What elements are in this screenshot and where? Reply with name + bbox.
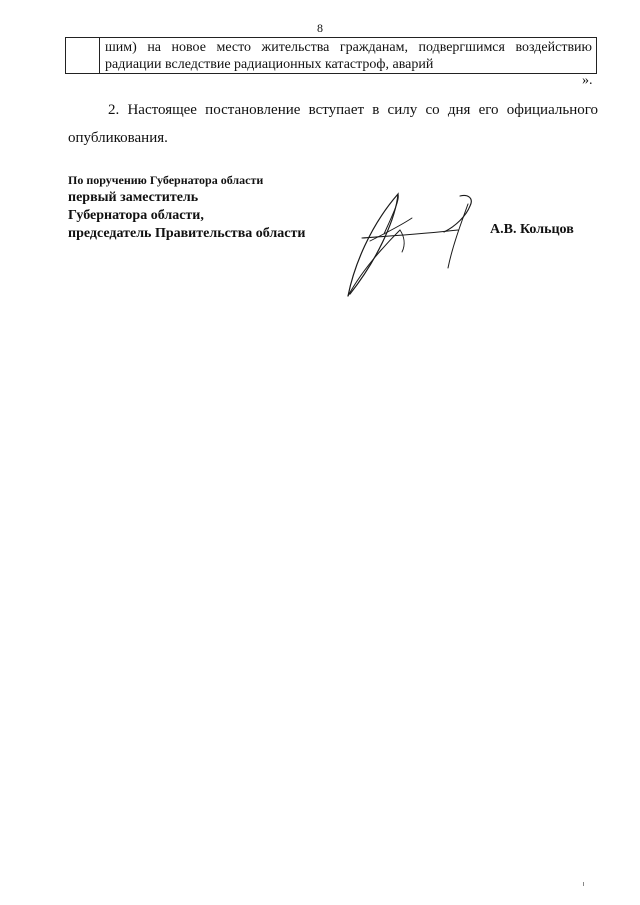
signature-line-instruction: По поручению Губернатора области [68,173,264,187]
signer-name: А.В. Кольцов [490,222,574,237]
table-cell-text: шим) на новое место жительства гражданам, подвергшимся воздействию радиации вследствие радиационных катастроф, аварий [100,38,597,74]
handwritten-signature [340,186,485,301]
closing-quote: ». [582,73,593,88]
signature-line-position-3: председатель Правительства области [68,226,306,241]
scan-artifact [583,882,584,886]
page-number: 8 [317,21,323,35]
table-row [66,38,597,74]
table-cell-number [66,38,100,74]
signature-line-position-2: Губернатора области, [68,208,204,223]
paragraph-effective-date: 2. Настоящее постановление вступает в силу со дня его официального опубликования. [68,102,598,146]
table-fragment [65,37,597,74]
signature-line-position-1: первый заместитель [68,190,199,205]
